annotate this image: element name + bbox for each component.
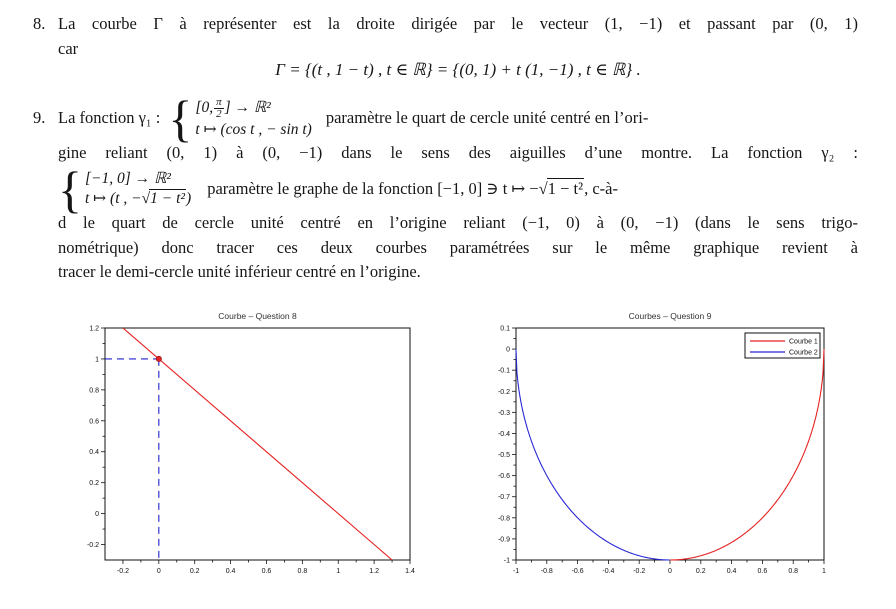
series-droite-y-1-t — [123, 328, 392, 560]
y-tick-label: -0.4 — [497, 430, 510, 438]
item9-tail2: paramètre le graphe de la fonction [−1, 0] ∋ t ↦ −√1 − t², c-à- — [207, 179, 618, 198]
y-tick-label: -0.2 — [497, 388, 510, 396]
x-tick-label: 0.6 — [261, 568, 272, 575]
y-tick-label: 0.4 — [89, 449, 99, 457]
item9-row1 — [33, 89, 858, 147]
left-brace: { — [168, 89, 193, 147]
x-tick-label: 0.2 — [695, 568, 706, 575]
radical-sign: √ — [141, 190, 151, 207]
chart-question8 — [30, 303, 454, 603]
item9-line-b: gine reliant (0, 1) à (0, −1) dans le sens des aiguilles d’une montre. La fonction γ₂ : — [58, 143, 858, 162]
y-tick-label: -0.2 — [86, 542, 99, 550]
y-tick-label: -0.7 — [497, 494, 510, 502]
x-tick-label: 0.4 — [726, 568, 737, 575]
x-tick-label: -0.2 — [116, 568, 129, 575]
item9-line-d: nométrique) donc tracer ces deux courbes paramétrées sur le même graphique revient à — [58, 238, 858, 257]
y-tick-label: -1 — [503, 557, 510, 565]
x-tick-label: 0.4 — [225, 568, 236, 575]
x-tick-label: -1 — [512, 568, 520, 575]
item9-row2 — [58, 160, 858, 218]
x-tick-label: -0.8 — [540, 568, 553, 575]
x-tick-label: -0.4 — [602, 568, 615, 575]
item9-tail1: paramètre le quart de cercle unité centré en l’ori- — [325, 108, 649, 127]
x-tick-label: 0.2 — [189, 568, 200, 575]
item9-intro: La fonction γ₁ : — [58, 108, 161, 127]
y-tick-label: -0.9 — [497, 536, 510, 544]
x-tick-label: 0.6 — [757, 568, 768, 575]
sqrt-expression: √1 − t² — [141, 190, 186, 207]
item9-line-c: d le quart de cercle unité centré en l’origine reliant (−1, 0) à (0, −1) (dans le sens trigo- — [58, 213, 858, 232]
pi-over-2-fraction: $\frac{\pi}{2}$ — [216, 95, 222, 120]
axes-ticks — [512, 328, 824, 564]
y-tick-label: -0.6 — [497, 473, 510, 481]
left-brace: { — [58, 160, 82, 218]
y-tick-label: 1.2 — [89, 325, 99, 333]
item8-line1: La courbe Γ à représenter est la droite dirigée par le vecteur (1, −1) et passant par (0, 1) — [58, 14, 858, 33]
x-tick-label: 1 — [822, 568, 826, 575]
legend-label: Courbe 1 — [789, 338, 818, 346]
gamma1-system — [168, 89, 312, 147]
chart-question9 — [458, 303, 894, 603]
y-tick-label: 0.8 — [89, 387, 99, 395]
y-tick-label: 0 — [95, 511, 99, 519]
x-tick-label: 0 — [668, 568, 672, 575]
radical-sign: √ — [538, 179, 548, 198]
gamma1-row1: [0, $\frac{\pi}{2}$ ] → ℝ² — [195, 95, 271, 120]
y-tick-label: -0.1 — [497, 367, 510, 375]
gamma1-rows — [195, 97, 311, 140]
sqrt-expression: √1 − t² — [538, 179, 584, 198]
item9-line-e: tracer le demi-cercle unité inférieur centré en l’origine. — [58, 262, 421, 281]
gamma2-rows — [85, 169, 191, 209]
x-tick-label: -0.2 — [633, 568, 646, 575]
plot-frame — [516, 328, 824, 560]
point-marker — [156, 356, 161, 361]
x-tick-label: 1.4 — [405, 568, 415, 575]
x-tick-label: 0.8 — [297, 568, 308, 575]
x-tick-label: 0 — [156, 568, 161, 575]
chart-title: Courbes – Question 9 — [628, 311, 712, 321]
y-tick-label: 0.2 — [89, 480, 99, 488]
gamma2-row2: t ↦ (t , − √1 − t² ) — [85, 190, 192, 207]
gamma2-system — [58, 160, 192, 218]
x-tick-label: -0.6 — [571, 568, 584, 575]
x-tick-label: 1 — [336, 568, 341, 575]
item8-equation: Γ = {(t , 1 − t) , t ∈ ℝ} = {(0, 1) + t (1, −1) , t ∈ ℝ} . — [275, 60, 641, 79]
y-tick-label: 1 — [95, 356, 99, 364]
y-tick-label: 0 — [506, 346, 510, 354]
y-tick-label: 0.6 — [89, 418, 99, 426]
axes-ticks — [101, 328, 410, 564]
y-tick-label: -0.3 — [497, 409, 510, 417]
y-tick-label: -0.8 — [497, 515, 510, 523]
x-tick-label: 1.2 — [369, 568, 379, 575]
y-tick-label: 0.1 — [500, 325, 510, 333]
series-courbe-2 — [516, 349, 670, 560]
gamma1-row2: t ↦ (cos t , − sin t) — [195, 120, 312, 138]
legend-label: Courbe 2 — [789, 349, 818, 357]
item8-number: 8. — [33, 14, 46, 33]
series-courbe-1 — [670, 349, 824, 560]
x-tick-label: 0.8 — [788, 568, 799, 575]
item9-number: 9. — [33, 108, 46, 127]
item8-line2: car — [58, 39, 79, 58]
chart-title: Courbe – Question 8 — [218, 311, 297, 321]
y-tick-label: -0.5 — [497, 452, 510, 460]
gamma2-row1: [−1, 0] → ℝ² — [85, 170, 171, 187]
